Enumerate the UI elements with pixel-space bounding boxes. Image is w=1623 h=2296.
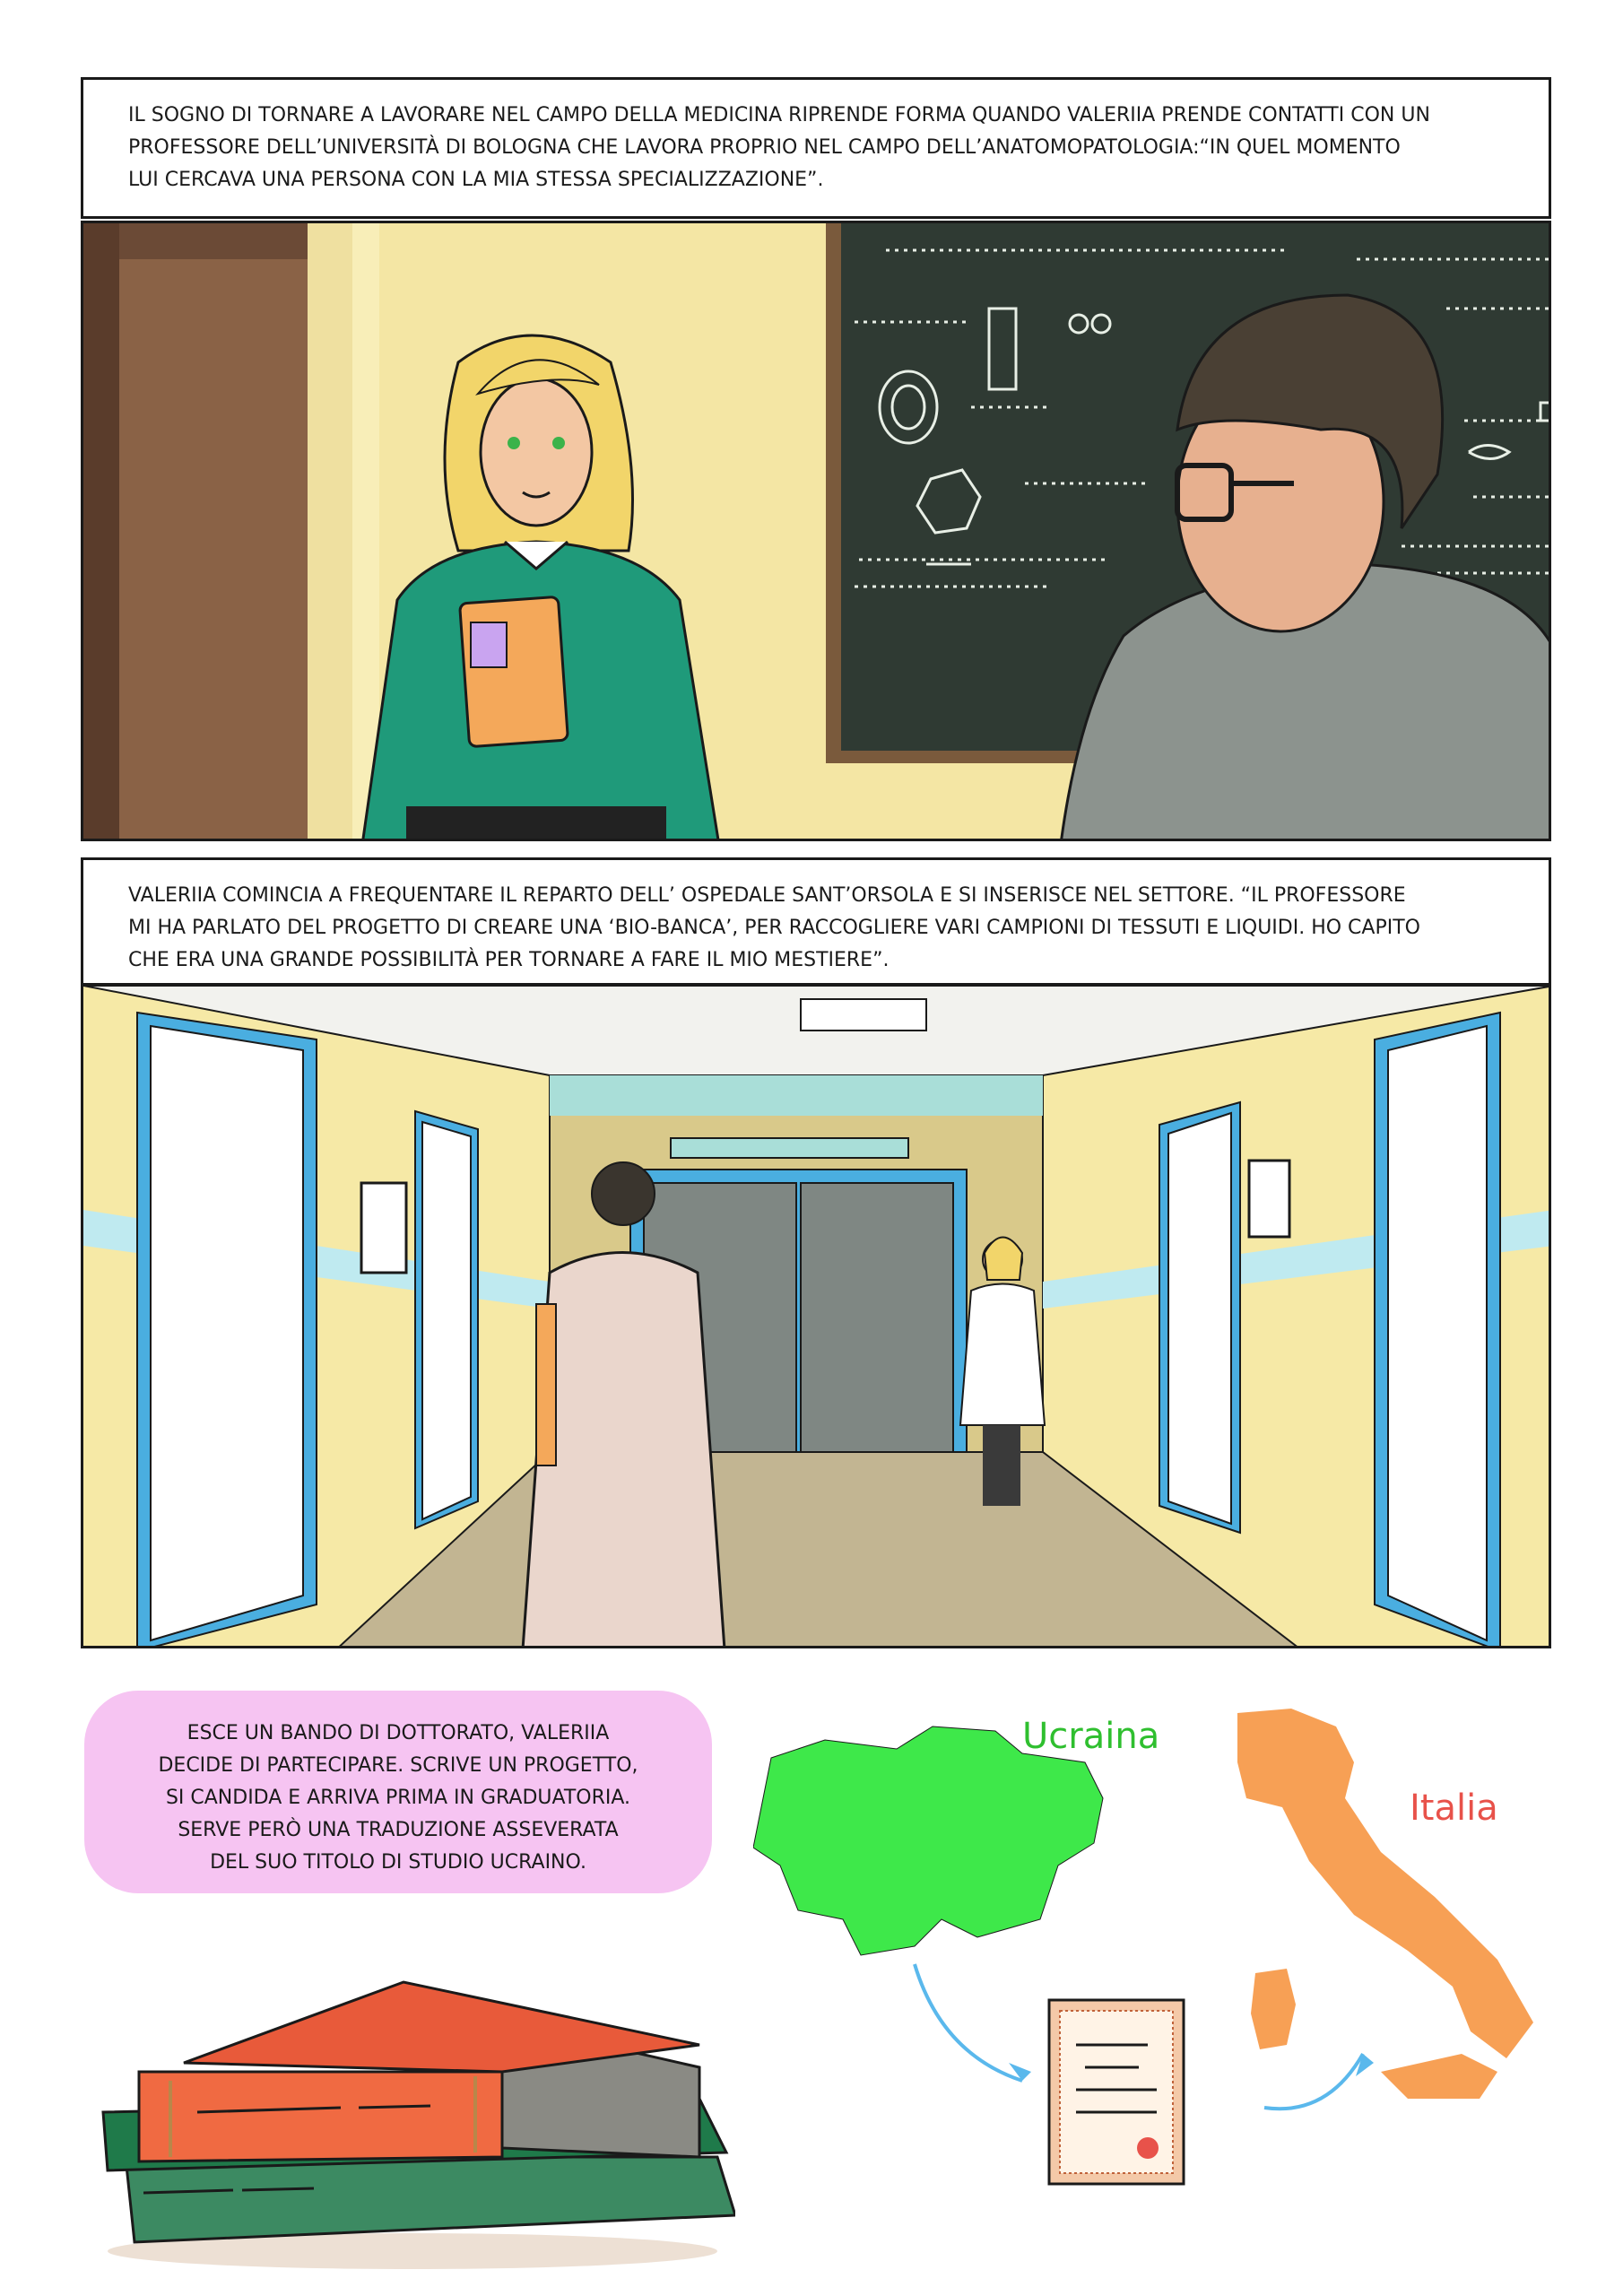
bubble-line-4: SERVE PERÒ UNA TRADUZIONE ASSEVERATA xyxy=(178,1819,619,1841)
ukraine-label: Ucraina xyxy=(1022,1716,1160,1757)
panel-classroom xyxy=(81,221,1551,841)
classroom-illustration xyxy=(83,223,1551,841)
caption-box-1 xyxy=(81,77,1551,219)
caption-2-line-1: VALERIIA COMINCIA A FREQUENTARE IL REPARTO DELL’ OSPEDALE SANT’ORSOLA E SI INSERISCE NEL SETTORE. “IL PROFESSORE xyxy=(128,884,1406,907)
panel-hospital-corridor xyxy=(81,983,1551,1648)
bubble-line-3: SI CANDIDA E ARRIVA PRIMA IN GRADUATORIA. xyxy=(165,1787,631,1809)
books-illustration xyxy=(54,1955,735,2278)
corridor-illustration xyxy=(83,986,1551,1648)
caption-box-2 xyxy=(81,857,1551,997)
caption-1-line-3: LUI CERCAVA UNA PERSONA CON LA MIA STESSA SPECIALIZZAZIONE”. xyxy=(128,169,824,191)
caption-2-line-3: CHE ERA UNA GRANDE POSSIBILITÀ PER TORNARE A FARE IL MIO MESTIERE”. xyxy=(128,949,890,971)
bubble-line-1: ESCE UN BANDO DI DOTTORATO, VALERIIA xyxy=(187,1722,610,1744)
narration-bubble xyxy=(84,1691,712,1893)
caption-2-line-2: MI HA PARLATO DEL PROGETTO DI CREARE UNA ‘BIO-BANCA’, PER RACCOGLIERE VARI CAMPIONI DI TESSUTI E LIQUIDI. HO CAPITO xyxy=(128,917,1420,939)
bubble-line-5: DEL SUO TITOLO DI STUDIO UCRAINO. xyxy=(210,1851,586,1874)
italy-label: Italia xyxy=(1410,1787,1498,1829)
bubble-line-2: DECIDE DI PARTECIPARE. SCRIVE UN PROGETTO, xyxy=(158,1754,638,1777)
caption-1-line-2: PROFESSORE DELL’UNIVERSITÀ DI BOLOGNA CHE LAVORA PROPRIO NEL CAMPO DELL’ANATOMOPATOLOGIA:“IN QUEL MOMENTO xyxy=(128,136,1401,159)
caption-1-line-1: IL SOGNO DI TORNARE A LAVORARE NEL CAMPO DELLA MEDICINA RIPRENDE FORMA QUANDO VALERIIA PRENDE CONTATTI CON UN xyxy=(128,104,1430,126)
